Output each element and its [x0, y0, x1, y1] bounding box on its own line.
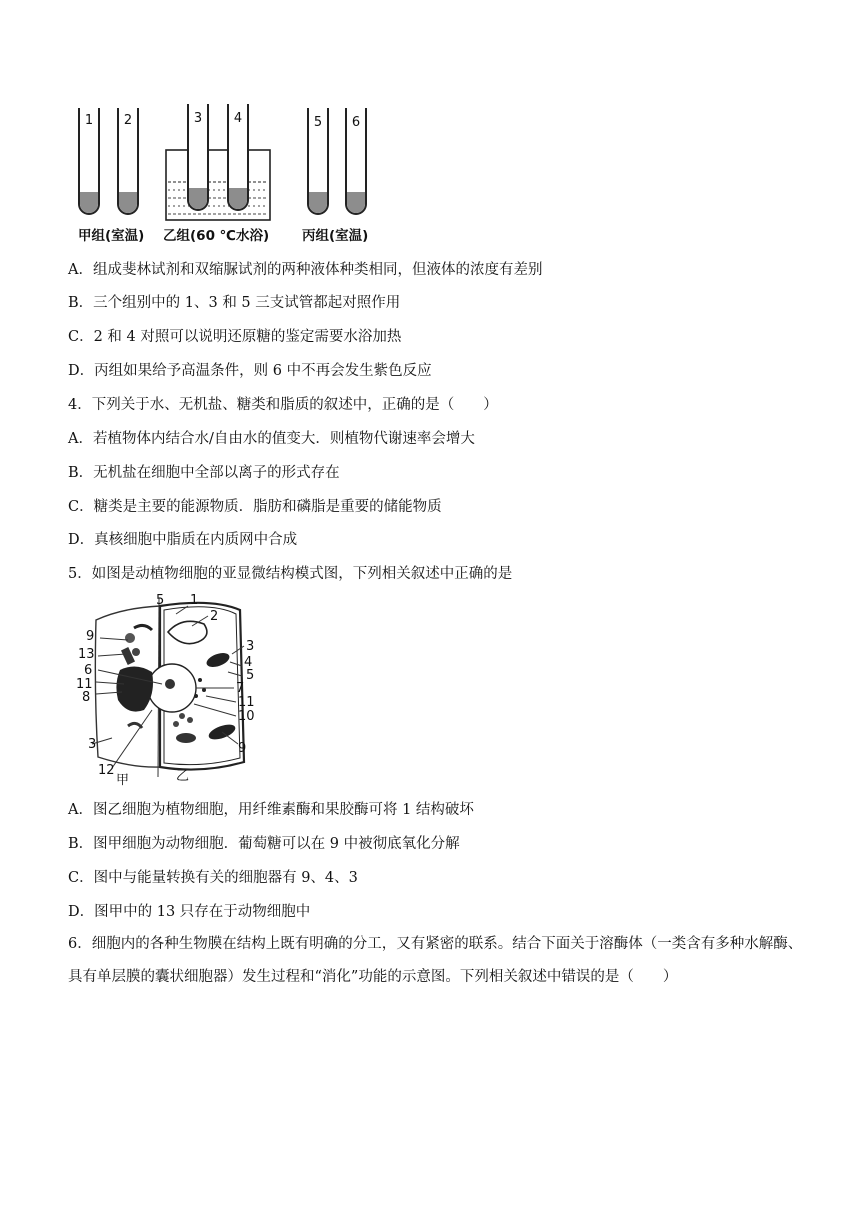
tube-label-5: 5: [313, 115, 323, 130]
test-tube-figure: [70, 100, 390, 250]
cell-label-left-6: 6: [84, 663, 93, 678]
cell-label-right-9: 9: [238, 741, 247, 756]
q4-option-c: C．糖类是主要的能源物质．脂肪和磷脂是重要的储能物质: [68, 499, 442, 515]
water-bath: [166, 150, 270, 220]
q4-stem: 4．下列关于水、无机盐、糖类和脂质的叙述中，正确的是（ ）: [68, 397, 498, 413]
tube-label-3: 3: [193, 111, 203, 126]
q5-option-a: A．图乙细胞为植物细胞，用纤维素酶和果胶酶可将 1 结构破坏: [68, 802, 474, 818]
cell-label-right-3: 3: [246, 639, 255, 654]
cell-label-right-7: 7: [236, 681, 245, 696]
cell-label-right-11: 11: [238, 695, 255, 710]
q6-stem: 6．细胞内的各种生物膜在结构上既有明确的分工，又有紧密的联系。结合下面关于溶酶体（一类含有多种水解酶、具有单层膜的囊状细胞器）发生过程和“消化”功能的示意图。下列相关叙述中错误的是（ ）: [68, 936, 803, 985]
tube-label-4: 4: [233, 111, 243, 126]
cell-structure-figure: [72, 592, 272, 788]
cell-label-top-5: 5: [156, 593, 165, 608]
q3-option-a: A．组成斐林试剂和双缩脲试剂的两种液体种类相同，但液体的浓度有差别: [68, 262, 543, 278]
tube-3: [188, 104, 208, 210]
tube-2: [118, 108, 138, 214]
caption-group-yi: 乙组(60 ℃水浴): [163, 228, 270, 244]
tube-4: [228, 104, 248, 210]
cell-label-left-12: 12: [98, 763, 115, 778]
q3-option-d: D．丙组如果给予高温条件，则 6 中不再会发生紫色反应: [68, 363, 432, 379]
cell-label-right-5: 5: [246, 668, 255, 683]
q5-option-d: D．图甲中的 13 只存在于动物细胞中: [68, 904, 311, 920]
cell-label-left-13: 13: [78, 647, 95, 662]
q3-option-b: B．三个组别中的 1、3 和 5 三支试管都起对照作用: [68, 295, 401, 311]
tube-label-2: 2: [123, 113, 133, 128]
q4-option-d: D．真核细胞中脂质在内质网中合成: [68, 532, 298, 548]
cell-label-top-1: 1: [190, 593, 199, 608]
cell-label-right-4: 4: [244, 655, 253, 670]
cell-label-top-2: 2: [210, 609, 219, 624]
tube-label-6: 6: [351, 115, 361, 130]
caption-group-jia: 甲组(室温): [78, 228, 145, 244]
tube-6: [346, 108, 366, 214]
q4-option-b: B．无机盐在细胞中全部以离子的形式存在: [68, 465, 340, 481]
tube-5: [308, 108, 328, 214]
tube-1: [79, 108, 99, 214]
cell-label-yi: 乙: [176, 769, 190, 784]
cell-label-left-8: 8: [82, 690, 91, 705]
cell-label-left-3: 3: [88, 737, 97, 752]
cell-label-left-9: 9: [86, 629, 95, 644]
q5-option-c: C．图中与能量转换有关的细胞器有 9、4、3: [68, 870, 358, 886]
cell-label-jia: 甲: [116, 773, 130, 788]
q4-option-a: A．若植物体内结合水/自由水的值变大．则植物代谢速率会增大: [68, 431, 475, 447]
q5-option-b: B．图甲细胞为动物细胞．葡萄糖可以在 9 中被彻底氧化分解: [68, 836, 460, 852]
cell-label-right-10: 10: [238, 709, 255, 724]
cell-label-left-11: 11: [76, 677, 93, 692]
q5-stem: 5．如图是动植物细胞的亚显微结构模式图，下列相关叙述中正确的是: [68, 566, 513, 582]
q3-option-c: C．2 和 4 对照可以说明还原糖的鉴定需要水浴加热: [68, 329, 402, 345]
caption-group-bing: 丙组(室温): [302, 228, 369, 244]
tube-label-1: 1: [84, 113, 94, 128]
